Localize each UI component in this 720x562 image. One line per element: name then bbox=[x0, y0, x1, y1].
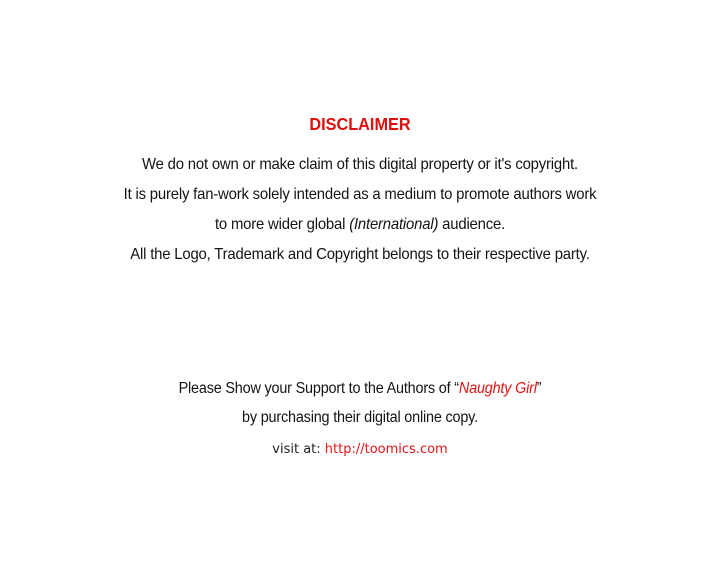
disclaimer-line-3-post: audience. bbox=[438, 216, 506, 233]
page-title: DISCLAIMER bbox=[309, 114, 411, 134]
support-line-2: by purchasing their digital online copy. bbox=[242, 409, 478, 426]
disclaimer-line-3 bbox=[25, 210, 695, 240]
disclaimer-line-3-pre: to more wider global bbox=[214, 216, 350, 233]
disclaimer-line-2: It is purely fan-work solely intended as a medium to promote authors work bbox=[123, 186, 597, 203]
work-title: Naughty Girl bbox=[458, 380, 537, 397]
disclaimer-body bbox=[25, 150, 695, 270]
visit-line bbox=[0, 442, 720, 457]
disclaimer-line-3-italic: (International) bbox=[349, 216, 439, 233]
disclaimer-line-1: We do not own or make claim of this digital property or it's copyright. bbox=[142, 156, 578, 173]
support-line-1-pre: Please Show your Support to the Authors of “ bbox=[178, 380, 459, 397]
support-message bbox=[25, 374, 695, 432]
toomics-url-link[interactable]: http://toomics.com bbox=[324, 442, 448, 457]
support-line-1-post: ” bbox=[536, 380, 542, 397]
disclaimer-line-4: All the Logo, Trademark and Copyright belongs to their respective party. bbox=[130, 246, 590, 263]
visit-label: visit at: bbox=[272, 442, 325, 457]
support-line-1 bbox=[25, 374, 695, 403]
